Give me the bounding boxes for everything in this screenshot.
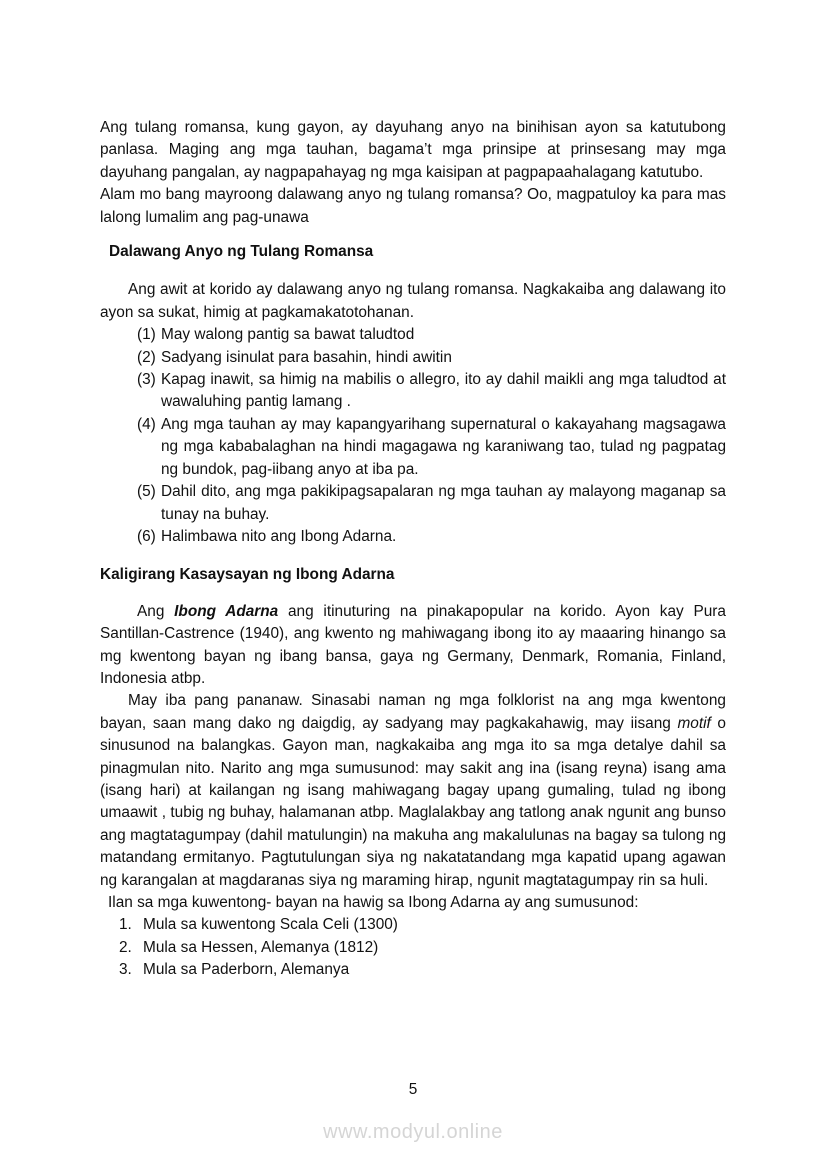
section-heading-kaligirang-kasaysayan: Kaligirang Kasaysayan ng Ibong Adarna	[100, 566, 395, 584]
ibong-adarna-title: Ibong Adarna	[174, 602, 279, 620]
paren-numbered-list	[100, 324, 726, 548]
numbered-item-2-text: Mula sa Hessen, Alemanya (1812)	[143, 938, 379, 956]
paragraph-text-segment: May iba pang pananaw. Sinasabi naman ng mga folklorist na ang mga kwentong bayan, saan mang dako ng daigdig, ay sadyang may pagkakahawig, may iisang	[100, 692, 726, 732]
list-item-6-text: Halimbawa nito ang Ibong Adarna.	[161, 527, 397, 545]
list-item-2-text: Sadyang isinulat para basahin, hindi awitin	[161, 348, 452, 366]
numbered-item-1-number: 1.	[119, 916, 132, 934]
list-item-1	[100, 324, 726, 346]
list-item-5-number: (5)	[137, 483, 156, 501]
list-item-3-number: (3)	[137, 371, 156, 389]
paragraph-text-segment: ang itinuturing na pinakapopular na korido. Ayon kay Pura Santillan-Castrence (1940), ang kwento ng mahiwagang ibong ito ay maaaring hinango sa mg kwentong bayan ng ibang bansa, gaya ng Germany, Denmark, Romania, Finland, Indonesia atbp.	[100, 602, 726, 687]
list-item-1-text: May walong pantig sa bawat taludtod	[161, 326, 415, 344]
section2-paragraph-2	[100, 690, 726, 892]
list-item-5-text: Dahil dito, ang mga pakikipagsapalaran ng mga tauhan ay malayong maganap sa tunay na buhay.	[161, 483, 726, 523]
section-heading-dalawang-anyo: Dalawang Anyo ng Tulang Romansa	[109, 243, 374, 261]
paragraph-text-segment: o sinusunod na balangkas. Gayon man, nagkakaiba ang mga ito sa mga detalye dahil sa pinagmulan nito. Narito ang mga sumusunod: may sakit ang ina (isang reyna) isang ama (isang hari) at kailangan ng isang mahiwagang bagay upang gumaling, tulad ng ibong umaawit , tubig ng buhay, halamanan atbp. Maglalakbay ang tatlong anak ngunit ang bunso ang magtatagumpay (dahil matulungin) na makuha ang makalulunas na bagay sa tulong ng matandang ermitanyo. Pagtutulungan siya ng nakatatandang mga kapatid upang agawan ng karangalan at magdaranas siya ng maraming hirap, ngunit magtatagumpay rin sa huli.	[100, 714, 726, 889]
page-content	[100, 117, 726, 982]
numbered-item-2	[100, 937, 726, 959]
numbered-item-2-number: 2.	[119, 938, 132, 956]
list-item-3	[100, 369, 726, 414]
list-item-6-number: (6)	[137, 527, 156, 545]
intro-paragraph-1: Ang tulang romansa, kung gayon, ay dayuhang anyo na binihisan ayon sa katutubong panlasa. Maging ang mga tauhan, bagama’t mga prinsipe at prinsesang may mga dayuhang pangalan, ay nagpapahayag ng mga kaisipan at pagpapaahalagang katutubo.	[100, 119, 726, 181]
numbered-item-3	[100, 959, 726, 981]
list-item-4-text: Ang mga tauhan ay may kapangyarihang supernatural o kakayahang magsagawa ng mga kababalaghan na hindi magagawa ng karaniwang tao, tulad ng pagpatag ng bundok, pag-iibang anyo at iba pa.	[161, 415, 726, 478]
list-item-5	[100, 481, 726, 526]
section2-paragraph-1	[100, 601, 726, 691]
page-number: 5	[408, 1081, 418, 1098]
numbered-item-3-number: 3.	[119, 961, 132, 979]
numbered-item-3-text: Mula sa Paderborn, Alemanya	[143, 961, 350, 979]
numbered-item-1	[100, 914, 726, 936]
list-item-4-number: (4)	[137, 415, 156, 433]
list-item-4	[100, 414, 726, 481]
section2-paragraph-3: Ilan sa mga kuwentong- bayan na hawig sa Ibong Adarna ay ang sumusunod:	[108, 894, 639, 911]
list-item-2	[100, 347, 726, 369]
motif-italic-word: motif	[677, 714, 711, 732]
numbered-item-1-text: Mula sa kuwentong Scala Celi (1300)	[143, 916, 398, 934]
paragraph-text-segment: Ang	[137, 602, 175, 620]
list-item-2-number: (2)	[137, 348, 156, 366]
list-item-6	[100, 526, 726, 548]
section1-intro-paragraph: Ang awit at korido ay dalawang anyo ng tulang romansa. Nagkakaiba ang dalawang ito ayon sa sukat, himig at pagkamakatotohanan.	[100, 281, 726, 321]
watermark-text: www.modyul.online	[323, 1121, 503, 1143]
list-item-3-text: Kapag inawit, sa himig na mabilis o allegro, ito ay dahil maikli ang mga taludtod at wawaluhing pantig lamang .	[161, 371, 726, 411]
numbered-list	[100, 914, 726, 981]
list-item-1-number: (1)	[137, 326, 156, 344]
intro-paragraph-2: Alam mo bang mayroong dalawang anyo ng tulang romansa? Oo, magpatuloy ka para mas lalong lumalim ang pag-unawa	[100, 186, 726, 226]
